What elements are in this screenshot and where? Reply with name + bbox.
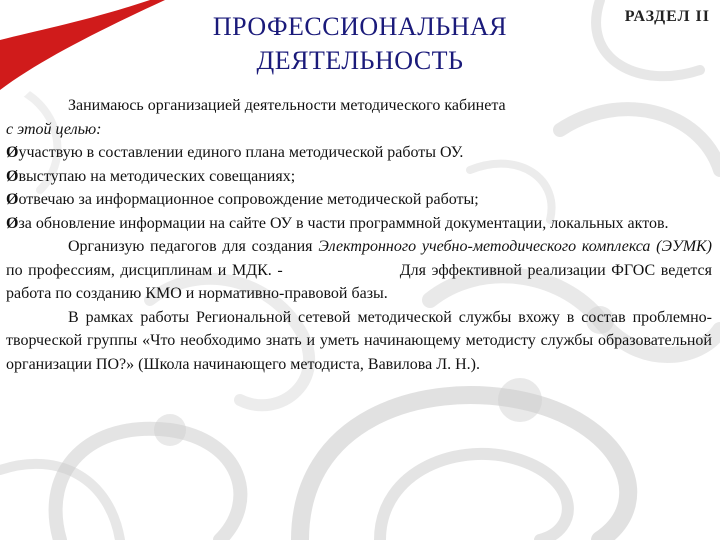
bullet-item: Øвыступаю на методических совещаниях; (6, 167, 296, 185)
paragraph-network: В рамках работы Региональной сетевой методической службы вхожу в состав проблемно-творческой группы «Что необходимо знать и уметь начинающему методисту службы образовательной организации ПО?» (Школа начинающего методиста, Вавилова Л. Н.). (6, 308, 712, 373)
title-line-1: ПРОФЕССИОНАЛЬНАЯ (212, 12, 508, 41)
bullet-item: Øучаствую в составлении единого плана методической работы ОУ. (6, 144, 464, 161)
bullet-item: Øза обновление информации на сайте ОУ в части программной документации, локальных актов. (6, 214, 669, 232)
arrow-bullet-icon: Ø (6, 144, 19, 161)
title-line-2: ДЕЯТЕЛЬНОСТЬ (256, 46, 464, 75)
section-label: РАЗДЕЛ II (624, 8, 710, 25)
arrow-bullet-icon: Ø (6, 167, 19, 185)
content-body (6, 94, 712, 376)
paragraph-umk: Организую педагогов для создания Электронного учебно-методического комплекса (ЭУМК) по профессиям, дисциплинам и МДК. - Для эффективной реализации ФГОС ведется работа по созданию КМО и нормативно-правовой базы. (6, 238, 713, 302)
arrow-bullet-icon: Ø (6, 214, 19, 232)
arrow-bullet-icon: Ø (6, 191, 19, 208)
page-title (160, 10, 560, 78)
bullet-item: Øотвечаю за информационное сопровождение методической работы; (6, 191, 479, 208)
intro-text: Занимаюсь организацией деятельности методического кабинета (68, 97, 506, 114)
purpose-text: с этой целью: (6, 120, 102, 138)
